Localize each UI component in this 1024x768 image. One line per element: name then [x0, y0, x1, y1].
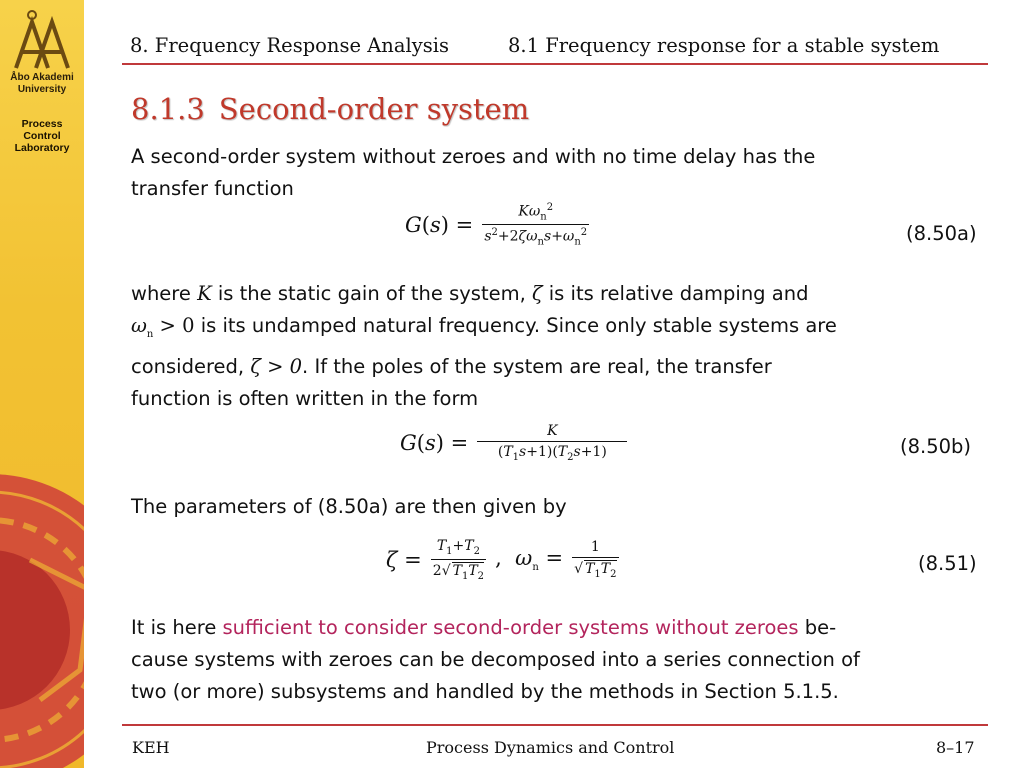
final-text-1: It is here [131, 616, 223, 639]
symbol-zeta: ζ [531, 282, 543, 305]
header-rule [122, 63, 988, 65]
equation-number-8-50a: (8.50a) [906, 222, 977, 245]
lab-line-2: Control [23, 130, 61, 142]
footer-author: KEH [132, 738, 170, 757]
where-paragraph [131, 278, 991, 415]
final-text-2: be- [798, 616, 837, 639]
chapter-title: 8. Frequency Response Analysis [130, 34, 449, 57]
symbol-zeta-gt-zero: ζ > 0 [250, 354, 303, 378]
where-line-4: function is often written in the form [131, 386, 479, 410]
where-line-2 [131, 310, 991, 351]
symbol-omega-sub: n [146, 328, 154, 340]
page-title [131, 92, 529, 126]
intro-line-1: A second-order system without zeroes and with no time delay has the [131, 145, 816, 168]
where-line-3 [131, 351, 991, 383]
equation-8-51: ζ = $\frac{T_1+T_2}{2√ T_1T_2}$ , $\omega_n$ = $\frac{1}{√ T_1T_2}$ [386, 538, 617, 582]
equation-8-50b: G(s) = $\frac{K}{(T_1s+1)(T_2s+1)}$ [400, 423, 631, 463]
lab-name [0, 118, 84, 154]
equation-8-50a: G(s) = $\frac{K\omega_n^2}{s^2+2\zeta\omega_ns+\omega_n^2}$ [405, 202, 588, 248]
where-line-1 [131, 278, 991, 310]
university-line-1: Åbo Akademi [10, 72, 74, 83]
where-text-6: . If the poles of the system are real, the transfer [302, 354, 772, 378]
sidebar [0, 0, 84, 768]
final-line-3: two (or more) subsystems and handled by the methods in Section 5.1.5. [131, 680, 839, 703]
intro-line-2: transfer function [131, 177, 294, 200]
footer-rule [122, 724, 988, 726]
final-line-1 [131, 612, 991, 644]
where-text-3: is its relative damping and [542, 282, 809, 305]
where-text-1: where [131, 282, 198, 305]
lab-line-3: Laboratory [14, 142, 70, 154]
final-line-2: cause systems with zeroes can be decomposed into a series connection of [131, 648, 860, 671]
university-name [0, 72, 84, 96]
symbol-gt-zero: > 0 [153, 314, 195, 337]
final-paragraph [131, 612, 991, 708]
equation-number-8-50b: (8.50b) [900, 435, 972, 458]
final-highlight: sufficient to consider second-order systems without zeroes [222, 616, 799, 639]
symbol-omega: ω [131, 314, 147, 337]
where-text-2: is the static gain of the system, [211, 282, 532, 305]
title-text: Second-order system [218, 92, 530, 126]
equation-number-8-51: (8.51) [918, 552, 977, 575]
intro-paragraph [131, 141, 991, 205]
params-line: The parameters of (8.50a) are then given by [131, 495, 567, 518]
where-text-4: is its undamped natural frequency. Since only stable systems are [194, 314, 837, 337]
university-line-2: University [17, 84, 67, 95]
title-number: 8.1.3 [131, 92, 205, 126]
lab-line-1: Process [21, 118, 63, 130]
footer-course: Process Dynamics and Control [426, 738, 675, 757]
seal-icon [0, 470, 84, 768]
symbol-k: K [197, 282, 212, 305]
footer-page-number: 8–17 [936, 738, 975, 757]
section-title: 8.1 Frequency response for a stable system [508, 34, 940, 57]
where-text-5: considered, [131, 354, 251, 378]
